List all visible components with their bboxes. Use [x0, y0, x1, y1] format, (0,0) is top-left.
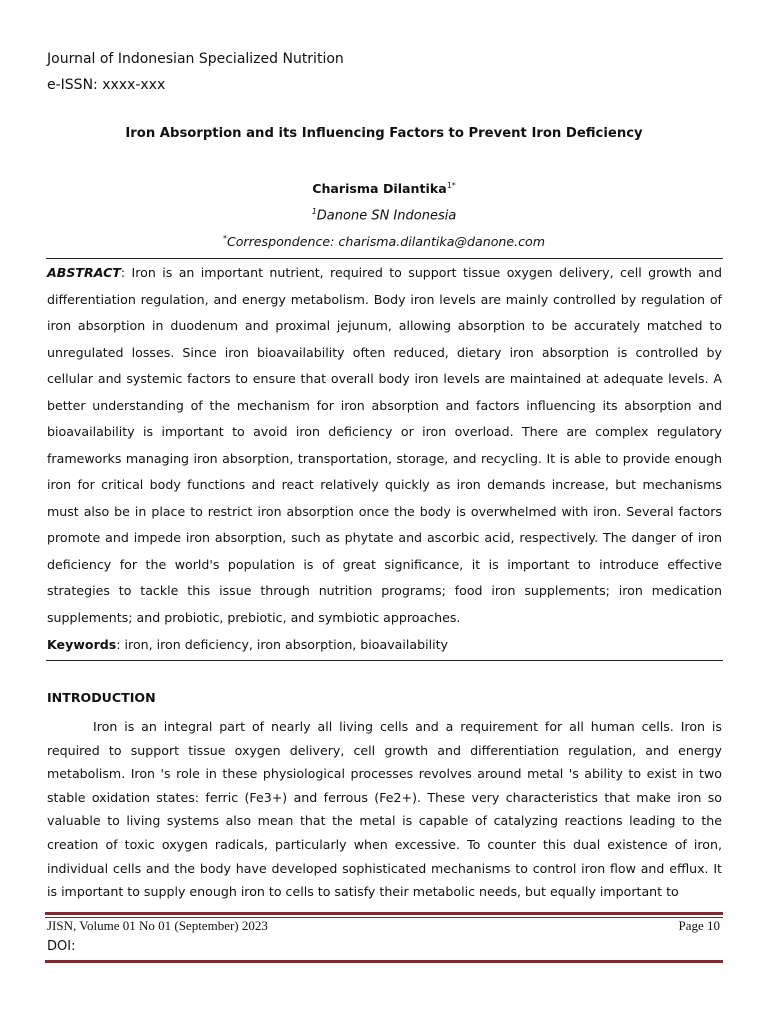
article-title: Iron Absorption and its Influencing Factors to Prevent Iron Deficiency — [125, 126, 643, 141]
affiliation: Danone SN Indonesia — [316, 208, 457, 224]
footer-top-rule — [45, 912, 723, 915]
author-superscript: 1* — [446, 181, 456, 190]
introduction-heading: INTRODUCTION — [47, 690, 156, 705]
footer-citation: JISN, Volume 01 No 01 (September) 2023 — [47, 918, 268, 933]
abstract-text: : Iron is an important nutrient, required to support tissue oxygen delivery, cell growth and differentiation regulation, and energy metabolism. Body iron levels are mainly controlled by regulation of iron absorption in duodenum and proximal jejunum, allowing absorption to be accurately matched to unregulated losses. Since iron bioavailability often reduced, dietary iron absorption is controlled by cellular and systemic factors to ensure that overall body iron levels are maintained at adequate levels. A better understanding of the mechanism for iron absorption and factors influencing its absorption and bioavailability is important to avoid iron deficiency or iron overload. There are complex regulatory frameworks managing iron absorption, transportation, storage, and recycling. It is able to provide enough iron for critical body functions and react relatively quickly as iron demands increase, but mechanisms must also be in place to restrict iron absorption once the body is overwhelmed with iron. Several factors promote and impede iron absorption, such as phytate and ascorbic acid, respectively. The danger of iron deficiency for the world's population is of great significance, it is important to introduce effective strategies to tackle this issue through nutrition programs; food iron supplements; iron medication supplements; and probiotic, prebiotic, and symbiotic approaches. — [47, 265, 722, 625]
correspondence-superscript: * — [222, 234, 227, 243]
abstract-top-divider — [46, 258, 723, 259]
footer-page-number: Page 10 — [678, 918, 720, 933]
keywords-label: Keywords — [47, 637, 117, 652]
correspondence-line — [0, 234, 768, 249]
abstract-label: ABSTRACT — [47, 265, 121, 280]
journal-issn: e-ISSN: xxxx-xxx — [47, 77, 166, 93]
author-name: Charisma Dilantika — [312, 181, 447, 197]
correspondence-email: Correspondence: charisma.dilantika@danone.com — [226, 234, 546, 250]
abstract-bottom-divider — [46, 660, 723, 661]
keywords-text: : iron, iron deficiency, iron absorption, bioavailability — [116, 637, 448, 652]
author-line — [0, 181, 768, 196]
journal-header — [47, 46, 344, 98]
keywords-line — [47, 633, 722, 657]
journal-name: Journal of Indonesian Specialized Nutrition — [47, 51, 344, 67]
footer-bottom-rule — [45, 960, 723, 963]
abstract-paragraph — [47, 260, 722, 631]
affiliation-superscript: 1 — [311, 207, 317, 216]
affiliation-line — [0, 207, 768, 223]
introduction-paragraph: Iron is an integral part of nearly all living cells and a requirement for all human cells. Iron is required to support tissue oxygen delivery, cell growth and differentiation regulation, and energy metabolism. Iron 's role in these physiological processes revolves around metal 's ability to exist in two stable oxidation states: ferric (Fe3+) and ferrous (Fe2+). These very characteristics that make iron so valuable to living systems also mean that the metal is capable of catalyzing reactions leading to the creation of toxic oxygen radicals, particularly when excessive. To counter this dual existence of iron, individual cells and the body have developed sophisticated mechanisms to control iron flow and efflux. It is important to supply enough iron to cells to satisfy their metabolic needs, but equally important to — [47, 719, 722, 900]
footer-doi: DOI: — [47, 939, 76, 954]
